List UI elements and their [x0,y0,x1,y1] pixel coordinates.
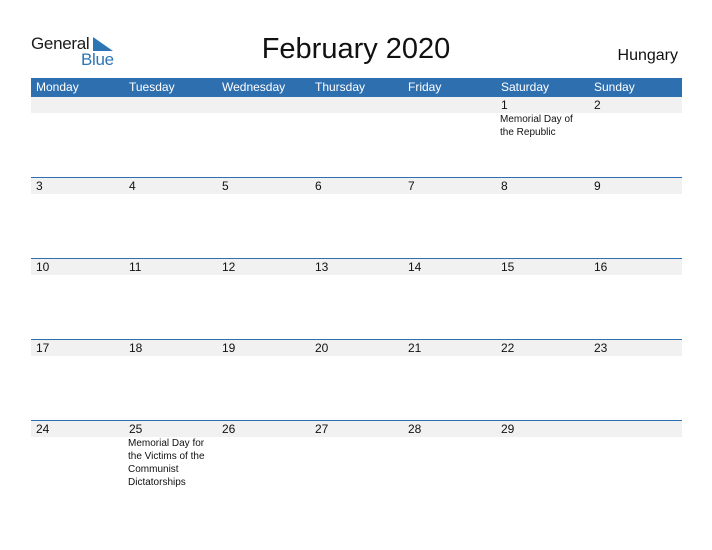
weekday-friday: Friday [408,80,442,94]
day-number: 21 [408,341,422,355]
day-cell [496,178,589,258]
day-cell [217,97,310,177]
week-row [31,420,682,501]
weekday-sunday: Sunday [594,80,635,94]
day-number: 5 [222,179,229,193]
day-number: 1 [501,98,508,112]
day-cell [496,421,589,501]
day-cell [217,259,310,339]
logo-text-blue: Blue [81,50,114,69]
day-cell [31,97,124,177]
day-number: 19 [222,341,236,355]
day-number: 11 [129,260,142,274]
week-row [31,339,682,420]
logo-text-general: General [31,34,90,53]
day-cell [589,259,682,339]
weekday-monday: Monday [36,80,79,94]
day-cell [124,178,217,258]
day-number: 24 [36,422,50,436]
day-cell [589,340,682,420]
day-cell [310,421,403,501]
day-number: 7 [408,179,415,193]
day-cell [403,259,496,339]
day-number: 26 [222,422,236,436]
day-number: 22 [501,341,515,355]
day-number: 12 [222,260,236,274]
week-row [31,96,682,177]
day-number: 23 [594,341,608,355]
day-number: 17 [36,341,50,355]
day-number: 9 [594,179,601,193]
day-cell [403,421,496,501]
day-number: 8 [501,179,508,193]
day-cell [31,340,124,420]
day-number: 25 [129,422,143,436]
day-number: 16 [594,260,608,274]
calendar-weeks [31,96,682,501]
weekday-tuesday: Tuesday [129,80,175,94]
day-cell [589,421,682,501]
day-cell [496,97,589,177]
day-cell [31,421,124,501]
day-cell [310,97,403,177]
holiday-label: Memorial Day for the Victims of the Communist Dictatorships [128,438,205,488]
day-cell [124,97,217,177]
day-number: 14 [408,260,422,274]
day-cell [589,178,682,258]
day-cell [496,259,589,339]
day-cell [124,340,217,420]
day-cell [217,340,310,420]
day-cell [31,259,124,339]
day-number: 18 [129,341,143,355]
day-number: 3 [36,179,43,193]
day-number: 13 [315,260,329,274]
day-cell [124,259,217,339]
day-cell [310,259,403,339]
week-row [31,258,682,339]
day-cell [403,97,496,177]
day-number: 4 [129,179,136,193]
holiday-label: Memorial Day of the Republic [500,114,573,138]
calendar-grid [31,78,682,501]
day-cell [310,178,403,258]
week-row [31,177,682,258]
day-cell [496,340,589,420]
day-number: 28 [408,422,422,436]
day-cell [124,421,217,501]
day-cell [31,178,124,258]
day-number: 2 [594,98,601,112]
day-number: 20 [315,341,329,355]
day-cell [403,178,496,258]
country-label: Hungary [617,47,678,64]
day-number: 10 [36,260,50,274]
day-cell [589,97,682,177]
weekday-thursday: Thursday [315,80,366,94]
day-cell [217,421,310,501]
day-number: 15 [501,260,515,274]
page-title: February 2020 [261,33,451,65]
day-number: 29 [501,422,515,436]
day-cell [403,340,496,420]
day-cell [310,340,403,420]
weekday-saturday: Saturday [501,80,550,94]
day-number: 27 [315,422,329,436]
weekday-wednesday: Wednesday [222,80,286,94]
day-number: 6 [315,179,322,193]
day-cell [217,178,310,258]
weekday-header [31,78,682,96]
